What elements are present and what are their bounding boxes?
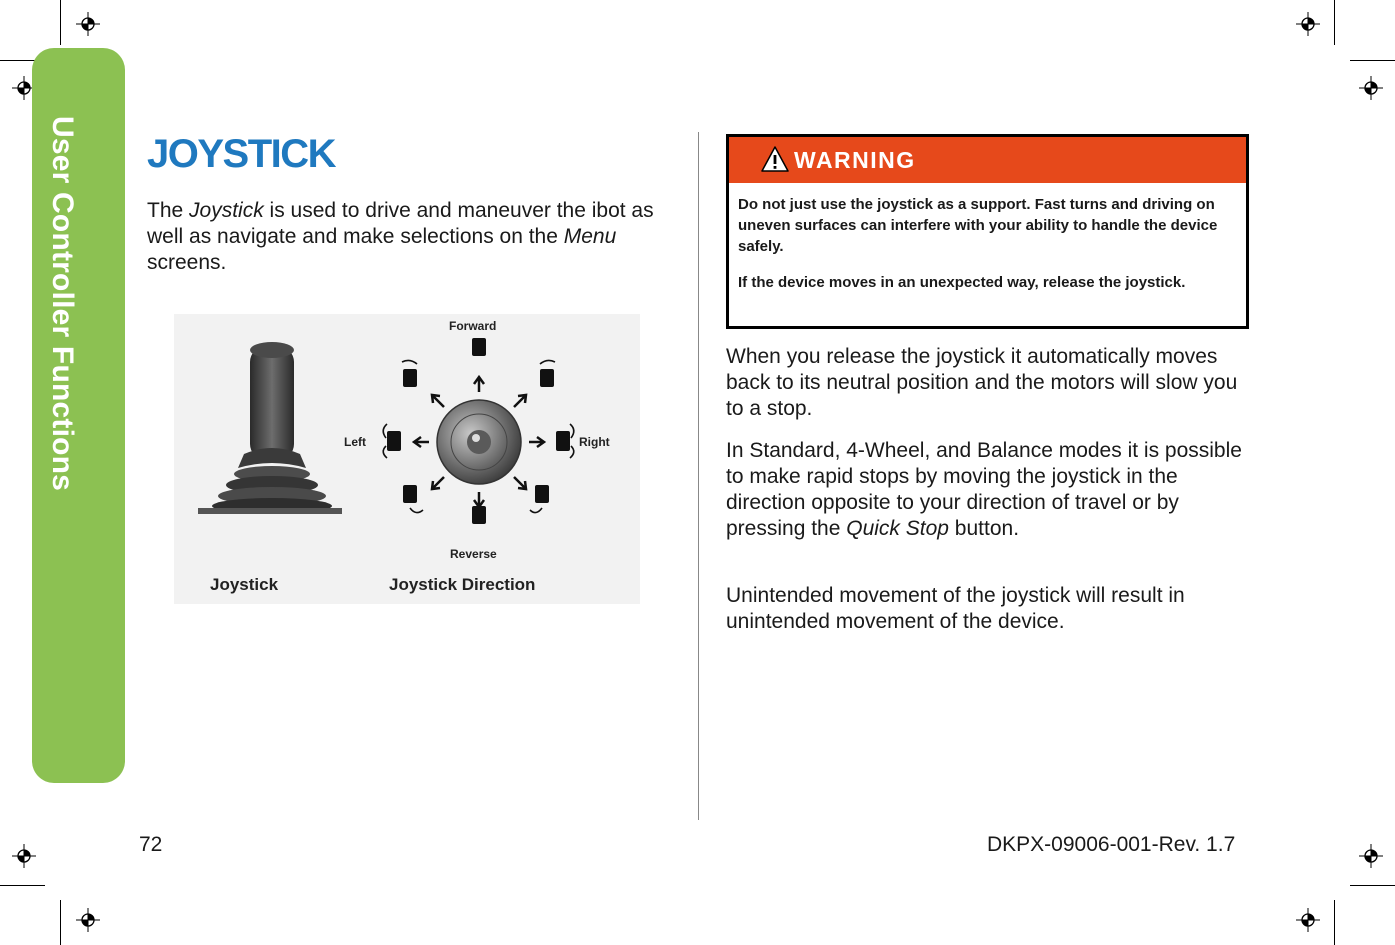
- crop-mark: [60, 0, 61, 45]
- warning-title: WARNING: [794, 147, 916, 173]
- label-reverse: Reverse: [450, 547, 497, 561]
- joystick-direction-diagram: [383, 338, 574, 524]
- column-divider: [698, 132, 699, 820]
- warning-box: [726, 134, 1249, 329]
- body-paragraph-3: Unintended movement of the joystick will result in unintended movement of the device.: [726, 584, 1185, 633]
- body-paragraph-1: When you release the joystick it automatically moves back to its neutral position and the motors will slow you to a stop.: [726, 345, 1238, 420]
- registration-mark-icon: [1358, 843, 1384, 869]
- caption-joystick: Joystick: [210, 575, 279, 594]
- crop-mark: [1334, 0, 1335, 45]
- registration-mark-icon: [11, 843, 37, 869]
- crop-mark: [60, 900, 61, 945]
- warning-triangle-icon: [761, 145, 789, 173]
- document-id: DKPX-09006-001-Rev. 1.7: [987, 833, 1236, 856]
- crop-mark: [0, 885, 45, 886]
- joystick-drawing: [198, 342, 342, 514]
- crop-mark: [1350, 885, 1395, 886]
- joystick-term: Joystick: [189, 199, 264, 222]
- warning-text-1: Do not just use the joystick as a support. Fast turns and driving on uneven surfaces can interfere with your ability to handle the device safely.: [738, 196, 1218, 255]
- menu-term: Menu: [563, 225, 617, 248]
- label-forward: Forward: [449, 319, 497, 333]
- warning-text-2: If the device moves in an unexpected way, release the joystick.: [738, 274, 1186, 291]
- registration-mark-icon: [75, 11, 101, 37]
- section-tab-label: User Controller Functions: [46, 116, 79, 492]
- crop-mark: [1334, 900, 1335, 945]
- label-right: Right: [579, 435, 610, 449]
- joystick-figure: [174, 314, 640, 604]
- registration-mark-icon: [1295, 907, 1321, 933]
- caption-joystick-direction: Joystick Direction: [389, 575, 536, 594]
- crop-mark: [1350, 60, 1395, 61]
- intro-paragraph: The Joystick is used to drive and maneuver the ibot as well as navigate and make selections on the Menu screens.: [147, 199, 654, 274]
- page-title: JOYSTICK: [147, 132, 336, 176]
- warning-header: [729, 137, 1246, 183]
- registration-mark-icon: [75, 907, 101, 933]
- label-left: Left: [344, 435, 366, 449]
- registration-mark-icon: [1358, 75, 1384, 101]
- quick-stop-term: Quick Stop: [846, 517, 949, 540]
- registration-mark-icon: [1295, 11, 1321, 37]
- page-number: 72: [139, 833, 163, 856]
- body-paragraph-2: In Standard, 4-Wheel, and Balance modes it is possible to make rapid stops by moving the joystick in the direction opposite to your direction of travel or by pressing the Quick Stop button.: [726, 439, 1242, 540]
